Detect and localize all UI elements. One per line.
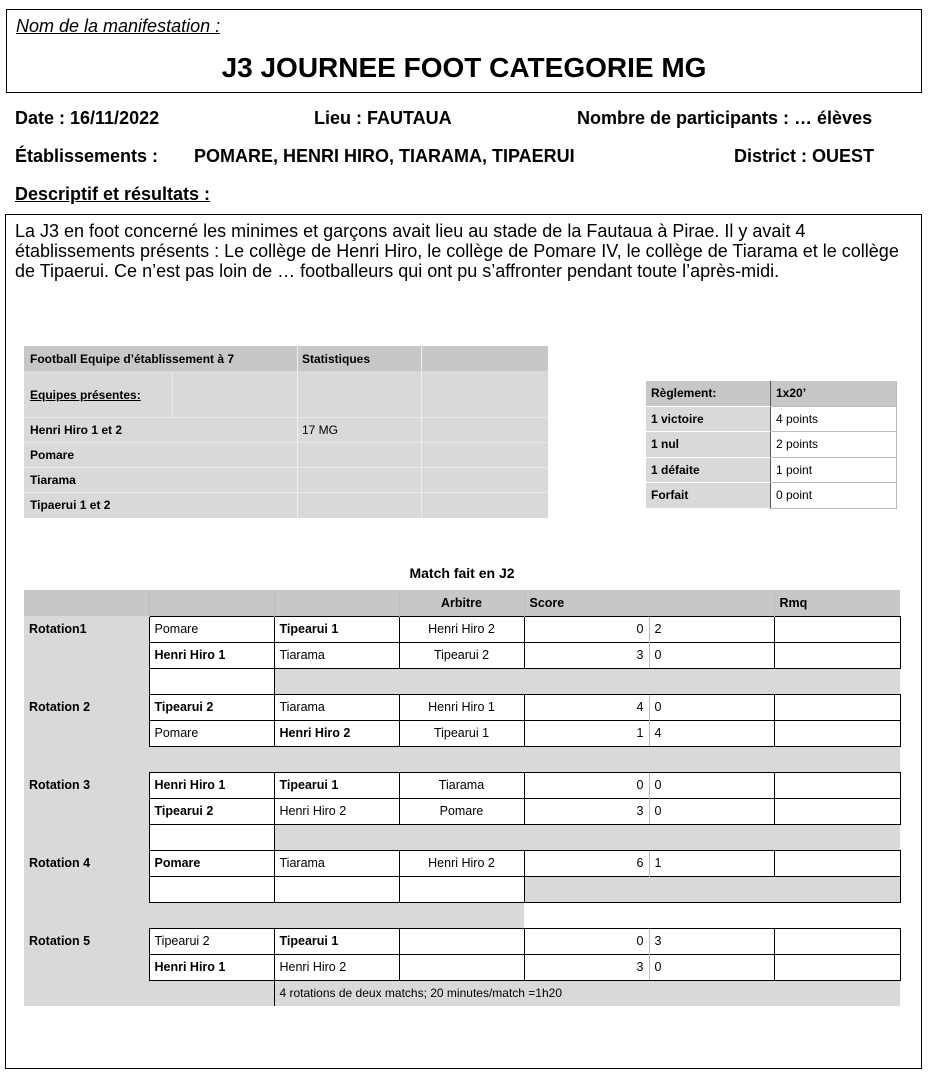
team-a: Henri Hiro 1 [149,954,274,980]
lieu-text: Lieu : FAUTAUA [314,108,452,128]
table-row [24,616,900,642]
table-row [24,850,900,876]
teams-subheader: Equipes présentes: [30,388,141,402]
team-a: Tipearui 2 [149,928,274,954]
rule-value: 2 points [771,432,897,458]
team-item: Tipaerui 1 et 2 [30,498,111,512]
etablissements-text: POMARE, HENRI HIRO, TIARAMA, TIPAERUI [194,146,575,166]
rule-label: 1 défaite [646,458,771,484]
team-item: Pomare [30,448,75,462]
score-a: 4 [524,694,649,720]
referee: Henri Hiro 2 [399,616,524,642]
referee [399,954,524,980]
score-b: 2 [649,616,774,642]
score-a: 1 [524,720,649,746]
rules-header-value: 1x20’ [771,381,897,407]
team-b: Henri Hiro 2 [274,798,399,824]
rotation-label: Rotation1 [24,616,149,642]
rule-value: 0 point [771,483,897,509]
team-a: Henri Hiro 1 [149,772,274,798]
team-a: Pomare [149,616,274,642]
teams-header-left: Football Equipe d’établissement à 7 [30,352,235,366]
matches-table [24,590,901,1006]
rule-label: 1 victoire [646,407,771,433]
score-b: 1 [649,850,774,876]
referee: Tiarama [399,772,524,798]
team-item: Henri Hiro 1 et 2 [30,423,123,437]
table-row [24,720,900,746]
score-a: 3 [524,642,649,668]
team-a: Pomare [149,720,274,746]
score-b: 0 [649,954,774,980]
score-b: 3 [649,928,774,954]
table-row [24,642,900,668]
col-arbitre: Arbitre [399,590,524,616]
team-a: Pomare [149,850,274,876]
table-row [24,772,900,798]
participants-text: Nombre de participants : … élèves [577,108,873,128]
rotation-label: Rotation 2 [24,694,149,720]
rule-label: 1 nul [646,432,771,458]
rule-value: 1 point [771,458,897,484]
table-row [24,798,900,824]
rules-header-label: Règlement: [646,381,771,407]
team-b: Henri Hiro 2 [274,954,399,980]
score-a: 0 [524,928,649,954]
team-a: Tipearui 2 [149,694,274,720]
referee [399,928,524,954]
score-a: 3 [524,798,649,824]
matches-title: Match fait en J2 [409,565,515,581]
team-b: Henri Hiro 2 [274,720,399,746]
col-score: Score [524,590,649,616]
rules-table [646,381,897,509]
col-rmq: Rmq [774,590,900,616]
referee: Pomare [399,798,524,824]
score-b: 4 [649,720,774,746]
rotation-label: Rotation 4 [24,850,149,876]
team-b: Tiarama [274,694,399,720]
score-a: 0 [524,772,649,798]
table-row [24,954,900,980]
stat-value: 17 MG [302,423,339,437]
score-a: 0 [524,616,649,642]
descriptif-heading: Descriptif et résultats : [15,184,211,204]
district-text: District : OUEST [734,146,875,166]
score-a: 3 [524,954,649,980]
team-a: Henri Hiro 1 [149,642,274,668]
description-text: La J3 en foot concerné les minimes et garçons avait lieu au stade de la Fautaua à Pirae. Il y avait 4 établissements présents : Le collège de Henri Hiro, le collège de Pomare IV, le collège de Tiarama et le collège de Tipaerui. Ce n’est pas loin de … footballeurs qui ont pu s’affronter pendant toute l’après-midi. [15,221,899,281]
rotation-label: Rotation 3 [24,772,149,798]
rule-value: 4 points [771,407,897,433]
referee: Tipearui 2 [399,642,524,668]
referee: Tipearui 1 [399,720,524,746]
team-b: Tiarama [274,642,399,668]
score-b: 0 [649,772,774,798]
score-b: 0 [649,694,774,720]
team-a: Tipearui 2 [149,798,274,824]
score-b: 0 [649,798,774,824]
event-name-label: Nom de la manifestation : [16,16,221,36]
team-b: Tipearui 1 [274,616,399,642]
page-title: J3 JOURNEE FOOT CATEGORIE MG [221,52,707,83]
referee: Henri Hiro 2 [399,850,524,876]
date-text: Date : 16/11/2022 [15,108,160,128]
matches-header-row [24,590,900,616]
team-b: Tipearui 1 [274,772,399,798]
teams-table [24,346,548,518]
table-row [24,694,900,720]
table-row [24,928,900,954]
matches-footnote: 4 rotations de deux matchs; 20 minutes/match =1h20 [274,980,900,1006]
team-item: Tiarama [30,473,76,487]
team-b: Tiarama [274,850,399,876]
score-b: 0 [649,642,774,668]
rotation-label: Rotation 5 [24,928,149,954]
event-name-box [6,9,922,93]
teams-header-right: Statistiques [302,352,371,366]
score-a: 6 [524,850,649,876]
referee: Henri Hiro 1 [399,694,524,720]
team-b: Tipearui 1 [274,928,399,954]
rule-label: Forfait [646,483,771,509]
etablissements-label: Établissements : [15,146,159,166]
